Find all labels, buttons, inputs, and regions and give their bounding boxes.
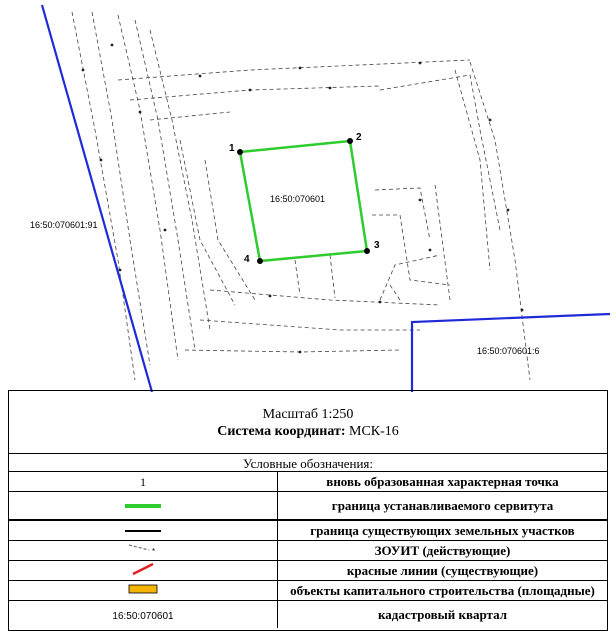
- point-2-marker: [347, 138, 353, 144]
- parcel-number-label: 16:50:070601: [270, 194, 326, 204]
- legend-panel: [8, 390, 608, 631]
- point-4-marker: [257, 258, 263, 264]
- legend-description: граница существующих земельных участков: [278, 520, 608, 541]
- legend-row: [9, 541, 607, 561]
- legend-description: кадастровый квартал: [278, 601, 608, 629]
- crs-label: Система координат:: [217, 424, 346, 439]
- zouit-icon: [123, 542, 163, 556]
- scale-block: [9, 391, 607, 454]
- point-4-label: 4: [244, 254, 250, 265]
- legend-description: ЗОУИТ (действующие): [278, 541, 608, 561]
- crs-text: [9, 424, 607, 440]
- black-line-icon: [123, 527, 163, 535]
- point-number-symbol: 1: [140, 474, 146, 489]
- orange-rect-icon: [123, 583, 163, 595]
- legend-symbol: [9, 561, 278, 581]
- legend-row: [9, 472, 607, 492]
- legend-description: граница устанавливаемого сервитута: [278, 492, 608, 521]
- legend-description: объекты капитального строительства (площадные): [278, 581, 608, 601]
- legend-symbol: [9, 601, 278, 629]
- point-3-label: 3: [374, 240, 380, 251]
- svg-text:*: *: [152, 546, 156, 556]
- red-line-icon: [123, 562, 163, 576]
- scale-text: Масштаб 1:250: [262, 407, 354, 422]
- legend-row: [9, 581, 607, 601]
- point-1-label: 1: [229, 143, 235, 154]
- point-3-marker: [364, 248, 370, 254]
- quarter-left-label: 16:50:070601:91: [30, 220, 98, 230]
- legend-description: вновь образованная характерная точка: [278, 472, 608, 492]
- crs-value: МСК-16: [349, 424, 399, 439]
- legend-table: [9, 471, 607, 628]
- quarter-right-label: 16:50:070601:6: [477, 346, 540, 356]
- legend-symbol: [9, 520, 278, 541]
- legend-description: красные линии (существующие): [278, 561, 608, 581]
- legend-title: Условные обозначения:: [242, 456, 374, 471]
- legend-row: [9, 561, 607, 581]
- legend-row: [9, 492, 607, 521]
- legend-symbol: [9, 581, 278, 601]
- legend-row: [9, 601, 607, 629]
- point-1-marker: [237, 149, 243, 155]
- legend-symbol: [9, 541, 278, 561]
- legend-symbol: [9, 492, 278, 521]
- point-2-label: 2: [356, 132, 362, 143]
- quarter-number-symbol: 16:50:070601: [112, 610, 174, 622]
- legend-symbol: [9, 472, 278, 492]
- green-line-icon: [123, 502, 163, 510]
- legend-row: [9, 520, 607, 541]
